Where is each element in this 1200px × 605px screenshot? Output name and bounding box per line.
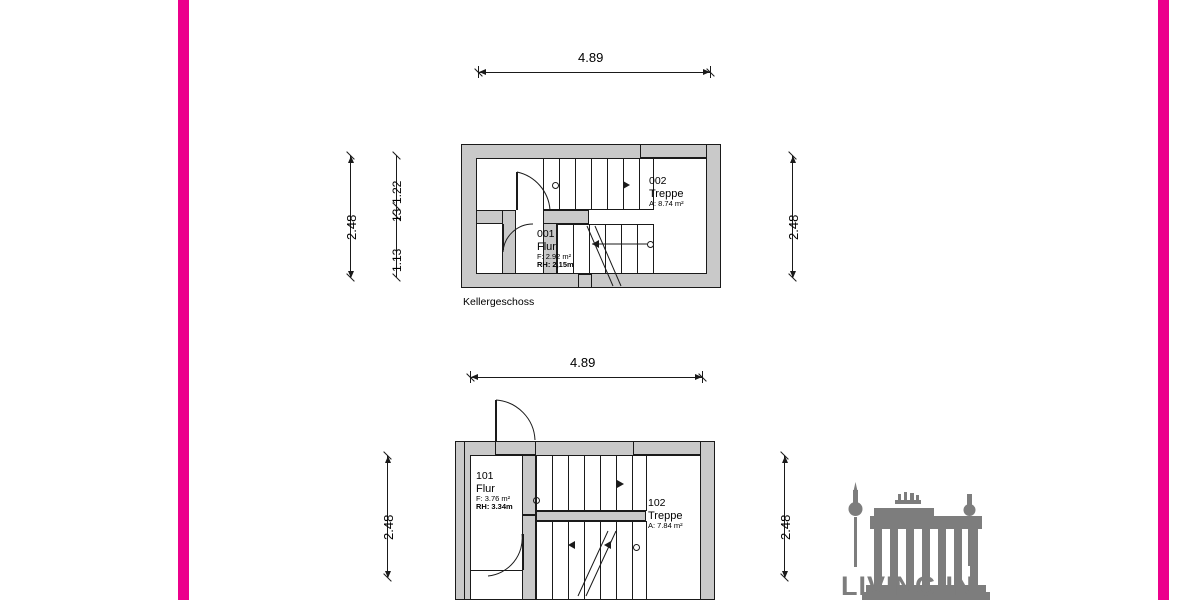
stair-break-line (560, 521, 630, 601)
basement-left-total-dim: 2.48 (344, 214, 359, 240)
stair-step (632, 521, 633, 600)
room-name: Flur (537, 240, 556, 253)
basement-top-dim-line (478, 72, 710, 73)
room-area: F: 3.76 m² (476, 494, 511, 504)
dim-endtick (470, 371, 471, 383)
stair-step (584, 455, 585, 511)
stair-step (552, 521, 553, 600)
room-height: RH: 2,15m (537, 260, 574, 270)
upper-left-wall (455, 441, 465, 600)
dim-endtick (710, 66, 711, 78)
accent-bar-left (178, 0, 189, 600)
room-label-101 (476, 471, 513, 512)
room-label-001 (537, 229, 574, 270)
dim-arrow (790, 156, 796, 163)
stair-newel-dot (633, 544, 640, 551)
stair-step (591, 158, 592, 210)
basement-seg-dim-1: 1.22 (390, 180, 404, 204)
room-area: A: 8.74 m² (649, 199, 684, 209)
stair-step (607, 158, 608, 210)
stair-step (575, 158, 576, 210)
room-number: 102 (648, 497, 666, 509)
dim-arrow (385, 456, 391, 463)
dim-arrow (782, 456, 788, 463)
door-swing-arc (486, 532, 532, 584)
dim-arrow (385, 571, 391, 578)
stair-step (559, 158, 560, 210)
stair-step (600, 455, 601, 511)
room-area: F: 2.92 m² (537, 252, 572, 262)
door-swing-arc (505, 168, 553, 214)
stair-direction-arrow (623, 181, 630, 189)
basement-seg-dim-3: 1.13 (390, 248, 404, 272)
stair-step (639, 158, 640, 210)
upper-top-dim-line (470, 377, 702, 378)
basement-right-dim: 2.48 (786, 214, 801, 240)
room-number: 001 (537, 228, 555, 240)
dim-arrow (782, 571, 788, 578)
stair-newel-dot (533, 497, 540, 504)
room-height: RH: 3.34m (476, 502, 513, 512)
stair-direction-arrow (568, 541, 575, 549)
stair-newel-dot (552, 182, 559, 189)
stair-step (552, 455, 553, 511)
stair-direction-arrow (592, 240, 599, 248)
upper-landing-wall (536, 511, 646, 521)
basement-stair-landing (640, 144, 707, 158)
dim-endtick (702, 371, 703, 383)
dim-arrow (790, 271, 796, 278)
basement-width-dim: 4.89 (578, 50, 604, 65)
stair-step (632, 455, 633, 511)
dim-arrow (479, 69, 486, 75)
stair-newel-dot (647, 241, 654, 248)
dim-arrow (695, 374, 702, 380)
stair-direction-arrow (617, 480, 624, 488)
brand-wordmark: LIVING IN (841, 571, 975, 601)
dim-arrow (348, 156, 354, 163)
stair-direction-arrow (604, 541, 611, 549)
stair-step (568, 455, 569, 511)
basement-seg-dim-2: 13 (390, 208, 404, 222)
upper-left-dim: 2.48 (381, 514, 396, 540)
room-area: A: 7.84 m² (648, 521, 683, 531)
room-name: Treppe (649, 187, 684, 200)
room-name: Flur (476, 482, 495, 495)
upper-width-dim: 4.89 (570, 355, 596, 370)
upper-partition-wall-a (522, 455, 536, 515)
basement-caption: Kellergeschoss (463, 296, 535, 308)
upper-right-dim: 2.48 (778, 514, 793, 540)
door-threshold (470, 570, 522, 571)
room-number: 101 (476, 470, 494, 482)
door-swing-arc (490, 396, 540, 444)
room-name: Treppe (648, 509, 683, 522)
dim-endtick (478, 66, 479, 78)
dim-arrow (703, 69, 710, 75)
room-label-102 (648, 498, 683, 530)
room-label-002 (649, 176, 684, 208)
room-number: 002 (649, 175, 667, 187)
dim-arrow (348, 271, 354, 278)
upper-stair-landing (633, 441, 701, 455)
dim-arrow (471, 374, 478, 380)
accent-bar-right (1158, 0, 1169, 600)
